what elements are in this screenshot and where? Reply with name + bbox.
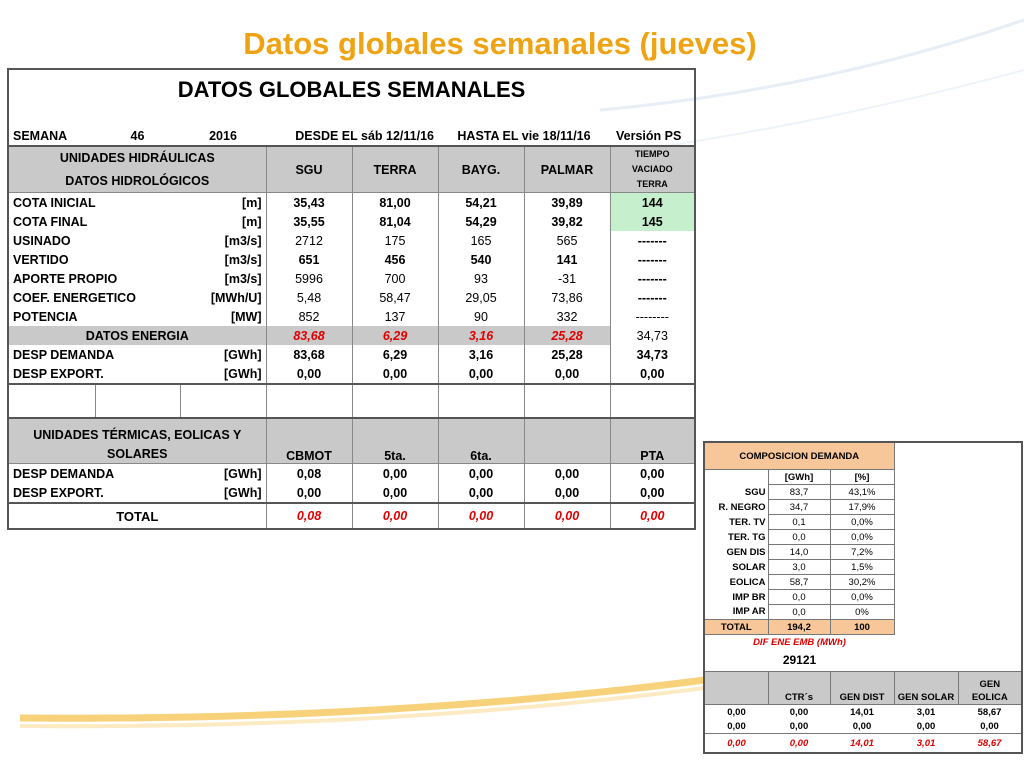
version-label: Versión PS <box>610 126 695 146</box>
empty-cell <box>438 384 524 418</box>
table-row <box>8 110 695 126</box>
row-value: 456 <box>352 250 438 269</box>
total-value: 0,00 <box>524 503 610 529</box>
comp-row-label: GEN DIS <box>726 546 766 558</box>
semana-label: SEMANA <box>8 126 95 146</box>
comp-row-label: IMP AR <box>732 606 766 618</box>
row-value: 73,86 <box>524 288 610 307</box>
table-row <box>8 250 695 269</box>
gen-total-value: 58,67 <box>977 737 1002 749</box>
row-unit: [MW] <box>180 307 266 326</box>
comp-gwh: 14,0 <box>768 545 830 560</box>
comp-total-label: TOTAL <box>704 620 768 635</box>
table-row <box>8 231 695 250</box>
table-row <box>8 345 695 364</box>
row-label: DESP EXPORT. <box>8 364 180 384</box>
row-label: APORTE PROPIO <box>13 271 118 286</box>
empty-cell <box>894 515 1022 530</box>
row-value: 0,00 <box>266 364 352 384</box>
gen-value: 0,00 <box>958 719 1022 734</box>
empty-cell <box>894 649 1022 672</box>
plant-header: TERRA <box>352 146 438 193</box>
row-value: 39,89 <box>524 193 610 213</box>
thermal-col-header: CBMOT <box>266 418 352 464</box>
gen-value: 0,00 <box>894 719 958 734</box>
row-value: 0,08 <box>266 464 352 484</box>
row-unit: [m3/s] <box>180 231 266 250</box>
gen-value: 14,01 <box>850 706 874 718</box>
gen-value: 0,00 <box>789 706 809 718</box>
empty-cell <box>894 470 1022 485</box>
row-label: POTENCIA <box>13 309 78 324</box>
row-value: 0,00 <box>610 364 695 384</box>
row-value: 540 <box>438 250 524 269</box>
gen-col-header: GEN SOLAR <box>894 672 958 705</box>
empty-cell <box>266 384 352 418</box>
comp-title-row <box>704 442 1022 470</box>
tiempo-header-line: TIEMPO <box>635 149 670 159</box>
empty-cell <box>894 560 1022 575</box>
comp-title: COMPOSICION DEMANDA <box>704 442 894 470</box>
gen-value: 0,00 <box>830 719 894 734</box>
row-unit: [m] <box>180 212 266 231</box>
table-row <box>8 464 695 484</box>
comp-pct: 0,0% <box>830 590 894 605</box>
comp-pct: 1,5% <box>830 560 894 575</box>
tiempo-header-line: VACIADO <box>631 164 673 174</box>
row-value: 5,48 <box>266 288 352 307</box>
comp-row-label: SGU <box>744 486 766 498</box>
dif-value-row <box>704 649 1022 672</box>
desde-date: DESDE EL sáb 12/11/16 <box>266 126 438 146</box>
energia-label: DATOS ENERGIA <box>8 326 266 345</box>
hydro-header-row <box>8 146 695 170</box>
row-value: 6,29 <box>352 345 438 364</box>
page-title: Datos globales semanales (jueves) <box>243 26 757 61</box>
row-tiempo-value: 144 <box>610 193 695 213</box>
gen-value: 0,00 <box>768 719 830 734</box>
table-row <box>8 483 695 503</box>
row-value: 651 <box>266 250 352 269</box>
comp-col-header: [GWh] <box>768 470 830 485</box>
comp-row <box>704 575 1022 590</box>
semana-number: 46 <box>95 126 180 146</box>
gen-value: 3,01 <box>916 706 936 718</box>
gen-col-header: GEN EOLICA <box>958 672 1022 705</box>
comp-row-label: EOLICA <box>729 576 766 588</box>
row-value: 29,05 <box>438 288 524 307</box>
spacer-row <box>8 384 695 418</box>
heading-row <box>8 69 695 110</box>
row-tiempo-value: ------- <box>637 271 667 286</box>
row-unit: [m3/s] <box>180 269 266 288</box>
total-value: 0,00 <box>610 503 695 529</box>
row-value: 35,43 <box>266 193 352 213</box>
empty-cell <box>894 485 1022 500</box>
comp-row <box>704 545 1022 560</box>
row-value: 34,73 <box>636 347 668 362</box>
row-value: 332 <box>524 307 610 326</box>
empty-cell <box>894 575 1022 590</box>
row-value: 54,29 <box>438 212 524 231</box>
table-row <box>8 307 695 326</box>
row-unit: [GWh] <box>180 364 266 384</box>
thermal-header-row <box>8 418 695 444</box>
gen-value: 58,67 <box>977 706 1002 718</box>
gen-col-header <box>704 672 768 705</box>
comp-pct: 0,0% <box>830 530 894 545</box>
tiempo-vaciado-header <box>610 146 695 193</box>
table-row <box>8 269 695 288</box>
empty-cell <box>894 590 1022 605</box>
row-label: COTA INICIAL <box>8 193 180 213</box>
comp-gwh: 83,7 <box>768 485 830 500</box>
row-value: 81,04 <box>352 212 438 231</box>
row-label: COTA FINAL <box>13 214 88 229</box>
comp-total-pct: 100 <box>830 620 894 635</box>
empty-cell <box>894 605 1022 620</box>
gen-value: 0,00 <box>727 706 746 718</box>
gen-col-header: CTR´s <box>768 672 830 705</box>
comp-pct: 30,2% <box>830 575 894 590</box>
comp-gwh: 0,0 <box>768 530 830 545</box>
row-label: COEF. ENERGETICO <box>13 290 136 305</box>
demand-composition-table <box>703 441 1023 754</box>
comp-row-label: TER. TV <box>729 516 766 528</box>
energia-row <box>8 326 695 345</box>
comp-gwh: 3,0 <box>768 560 830 575</box>
comp-total-gwh: 194,2 <box>768 620 830 635</box>
row-value: 81,00 <box>352 193 438 213</box>
empty-cell <box>894 620 1022 635</box>
energia-value: 34,73 <box>610 326 695 345</box>
row-tiempo-value: ------- <box>637 252 667 267</box>
row-unit: [m3/s] <box>180 250 266 269</box>
row-value: 0,00 <box>524 464 610 484</box>
empty-cell <box>894 530 1022 545</box>
row-tiempo-value: -------- <box>635 309 669 324</box>
empty-cell <box>894 442 1022 470</box>
plant-header: PALMAR <box>524 146 610 193</box>
row-value: 165 <box>438 231 524 250</box>
row-value: 35,55 <box>266 212 352 231</box>
row-tiempo-value: 145 <box>610 212 695 231</box>
gen-total-value: 14,01 <box>850 737 874 749</box>
row-value: 141 <box>524 250 610 269</box>
row-value: 58,47 <box>352 288 438 307</box>
table-heading: DATOS GLOBALES SEMANALES <box>177 77 526 102</box>
row-value: 565 <box>524 231 610 250</box>
comp-pct: 7,2% <box>830 545 894 560</box>
gen-total-value: 0,00 <box>789 737 809 749</box>
empty-cell <box>180 384 266 418</box>
row-unit: [GWh] <box>180 464 266 484</box>
row-value: 0,00 <box>438 364 524 384</box>
total-value: 0,08 <box>266 503 352 529</box>
row-label: DESP EXPORT. <box>8 483 180 503</box>
empty-cell <box>610 384 695 418</box>
comp-header-row <box>704 470 1022 485</box>
comp-row-label: R. NEGRO <box>718 501 766 513</box>
row-value: 0,00 <box>610 464 695 484</box>
row-value: 137 <box>352 307 438 326</box>
dif-label: DIF ENE EMB (MWh) <box>753 636 846 648</box>
comp-row <box>704 605 1022 620</box>
comp-row <box>704 485 1022 500</box>
comp-gwh: 58,7 <box>768 575 830 590</box>
row-value: 0,00 <box>524 364 610 384</box>
comp-row <box>704 530 1022 545</box>
gen-col-header: GEN DIST <box>830 672 894 705</box>
row-value: 0,00 <box>438 483 524 503</box>
semana-year: 2016 <box>180 126 266 146</box>
row-value: 852 <box>266 307 352 326</box>
comp-gwh: 34,7 <box>768 500 830 515</box>
total-value: 0,00 <box>438 503 524 529</box>
row-label: DESP DEMANDA <box>13 347 115 362</box>
table-row <box>8 288 695 307</box>
thermal-col-header: PTA <box>610 418 695 464</box>
row-value: 0,00 <box>524 483 610 503</box>
table-cell <box>8 110 695 126</box>
row-value: 5996 <box>266 269 352 288</box>
empty-cell <box>95 384 180 418</box>
row-value: -31 <box>524 269 610 288</box>
hydro-subheader: DATOS HIDROLÓGICOS <box>8 170 266 193</box>
gen-row <box>704 719 1022 734</box>
semana-row <box>8 126 695 146</box>
comp-gwh: 0,0 <box>768 590 830 605</box>
weekly-data-table <box>7 68 696 530</box>
comp-pct: 0% <box>830 605 894 620</box>
gen-total-value: 0,00 <box>727 737 746 749</box>
row-label: USINADO <box>13 233 71 248</box>
energia-value: 3,16 <box>438 326 524 345</box>
total-label: TOTAL <box>8 503 266 529</box>
empty-cell <box>704 470 768 485</box>
row-value: 0,00 <box>352 364 438 384</box>
comp-pct: 0,0% <box>830 515 894 530</box>
dif-row <box>704 635 1022 650</box>
energia-value: 25,28 <box>524 326 610 345</box>
thermal-col-header: 6ta. <box>438 418 524 464</box>
comp-pct: 17,9% <box>830 500 894 515</box>
comp-pct: 43,1% <box>830 485 894 500</box>
comp-row <box>704 560 1022 575</box>
row-value: 93 <box>438 269 524 288</box>
row-value: 0,00 <box>438 464 524 484</box>
row-label: VERTIDO <box>13 252 69 267</box>
row-value: 0,00 <box>266 483 352 503</box>
row-unit: [GWh] <box>180 483 266 503</box>
comp-row <box>704 590 1022 605</box>
hydro-header: UNIDADES HIDRÁULICAS <box>8 146 266 170</box>
row-label: DESP DEMANDA <box>8 464 180 484</box>
energia-value: 6,29 <box>352 326 438 345</box>
total-row <box>8 503 695 529</box>
table-row <box>8 212 695 231</box>
comp-row <box>704 500 1022 515</box>
comp-row-label: IMP BR <box>732 591 766 603</box>
row-value: 175 <box>352 231 438 250</box>
comp-gwh: 0,0 <box>768 605 830 620</box>
row-value: 25,28 <box>524 345 610 364</box>
gen-header-row <box>704 672 1022 705</box>
gen-row <box>704 705 1022 720</box>
row-value: 2712 <box>266 231 352 250</box>
comp-col-header: [%] <box>830 470 894 485</box>
table-row <box>8 193 695 213</box>
thermal-header: UNIDADES TÉRMICAS, EOLICAS Y <box>8 418 266 444</box>
empty-cell <box>894 545 1022 560</box>
row-unit: [GWh] <box>180 345 266 364</box>
comp-row-label: SOLAR <box>732 561 766 573</box>
gen-value: 0,00 <box>704 719 768 734</box>
tiempo-header-line: TERRA <box>636 179 668 189</box>
plant-header: BAYG. <box>438 146 524 193</box>
empty-cell <box>524 384 610 418</box>
row-value: 700 <box>352 269 438 288</box>
row-value: 0,00 <box>352 483 438 503</box>
row-value: 90 <box>438 307 524 326</box>
empty-cell <box>352 384 438 418</box>
thermal-subheader: SOLARES <box>8 444 266 464</box>
empty-cell <box>894 635 1022 650</box>
row-value: 0,00 <box>352 464 438 484</box>
empty-cell <box>8 384 95 418</box>
row-value: 39,82 <box>524 212 610 231</box>
gen-total-row <box>704 734 1022 754</box>
gen-total-value: 3,01 <box>916 737 936 749</box>
row-value: 54,21 <box>438 193 524 213</box>
row-unit: [MWh/U] <box>180 288 266 307</box>
plant-header: SGU <box>266 146 352 193</box>
total-value: 0,00 <box>352 503 438 529</box>
row-value: 83,68 <box>266 345 352 364</box>
dif-value: 29121 <box>782 653 817 667</box>
thermal-col-header <box>524 418 610 464</box>
comp-total-row <box>704 620 1022 635</box>
comp-gwh: 0,1 <box>768 515 830 530</box>
energia-value: 83,68 <box>266 326 352 345</box>
thermal-col-header: 5ta. <box>352 418 438 464</box>
empty-cell <box>894 500 1022 515</box>
comp-row <box>704 515 1022 530</box>
row-unit: [m] <box>180 193 266 213</box>
row-value: 0,00 <box>610 483 695 503</box>
comp-row-label: TER. TG <box>728 531 766 543</box>
row-tiempo-value: ------- <box>637 290 667 305</box>
row-value: 3,16 <box>438 345 524 364</box>
hasta-date: HASTA EL vie 18/11/16 <box>438 126 610 146</box>
row-tiempo-value: ------- <box>637 233 667 248</box>
table-row <box>8 364 695 384</box>
